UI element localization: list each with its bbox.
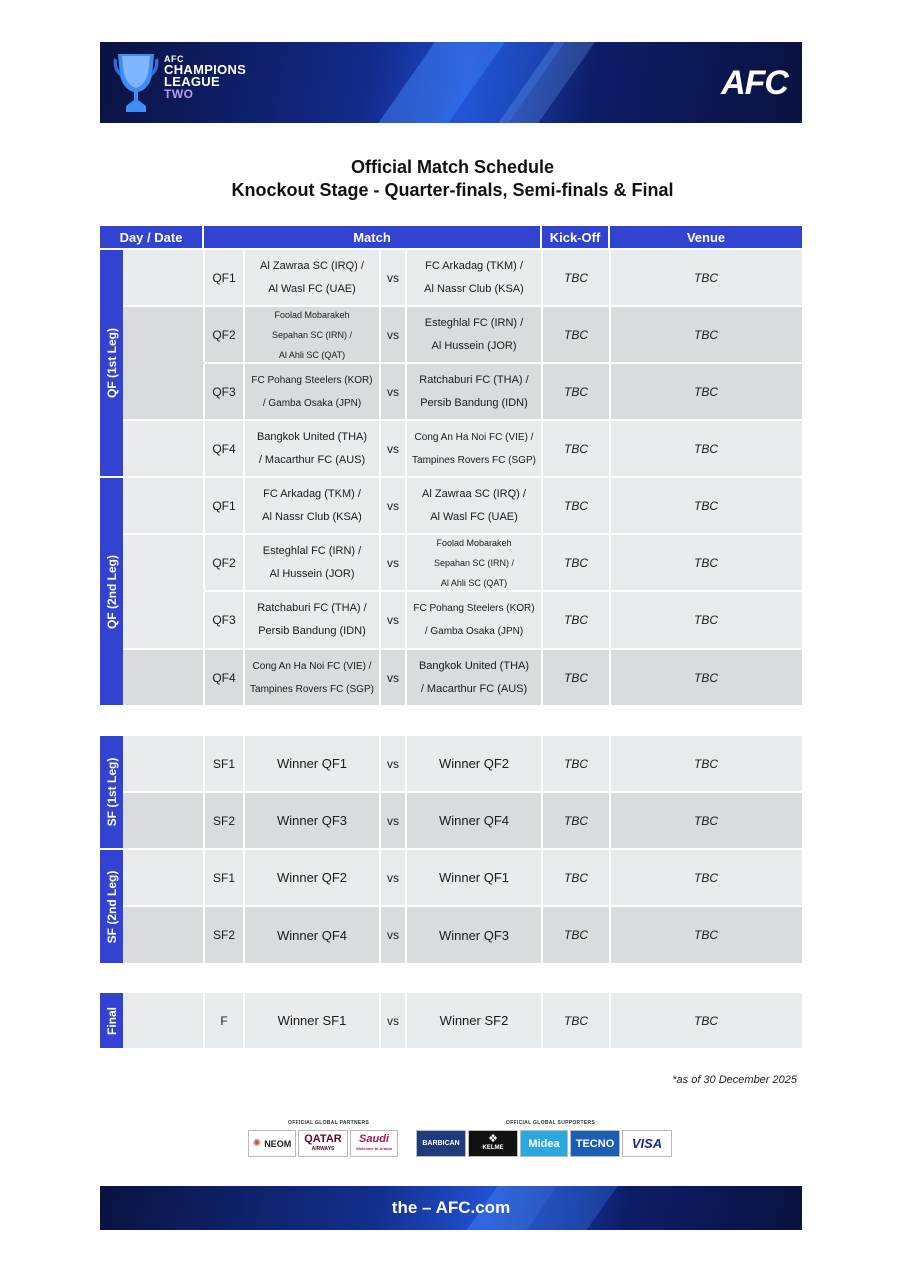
- match-code: SF1: [212, 756, 235, 771]
- vs-label: vs: [387, 813, 399, 828]
- home-team: Winner QF2: [276, 870, 348, 885]
- match-code: QF1: [212, 270, 236, 285]
- match-code: F: [220, 1013, 228, 1028]
- vs-label: vs: [387, 670, 399, 685]
- stage-label-final: Final: [100, 993, 123, 1048]
- home-team: Bangkok United (THA) / Macarthur FC (AUS): [256, 430, 368, 466]
- match-row: [123, 993, 802, 1048]
- vs-label: vs: [387, 498, 399, 513]
- match-code: QF2: [212, 327, 236, 342]
- column-header-kickoff: Kick-Off: [542, 226, 608, 248]
- sponsor-kelme: ❖ KELME: [468, 1130, 518, 1157]
- home-team: Winner SF1: [277, 1013, 347, 1028]
- away-team: Bangkok United (THA) / Macarthur FC (AUS): [418, 659, 530, 695]
- brand-afc: AFC: [164, 54, 184, 64]
- home-team: Ratchaburi FC (THA) / Persib Bandung (IDN): [257, 602, 367, 637]
- kickoff-value: TBC: [564, 870, 588, 885]
- away-team: Winner QF1: [438, 870, 510, 885]
- vs-label: vs: [387, 613, 399, 627]
- sponsor-barbican: BARBICAN: [416, 1130, 466, 1157]
- away-team: Foolad Mobarakeh Sepahan SC (IRN) / Al Ahli SC (QAT): [433, 537, 515, 588]
- venue-value: TBC: [694, 613, 718, 627]
- match-code: QF2: [212, 555, 236, 570]
- away-team: Winner QF4: [438, 813, 510, 828]
- match-row: [123, 535, 802, 590]
- home-team: Al Zawraa SC (IRQ) / Al Wasl FC (UAE): [260, 259, 364, 295]
- home-team: Winner QF3: [276, 813, 348, 828]
- match-code: QF3: [212, 384, 236, 399]
- kelme-paw-icon: ❖: [488, 1132, 498, 1145]
- match-row: [123, 650, 802, 705]
- kickoff-value: TBC: [564, 441, 588, 456]
- venue-value: TBC: [694, 813, 718, 828]
- kickoff-value: TBC: [564, 670, 588, 685]
- kickoff-value: TBC: [564, 555, 588, 570]
- kickoff-value: TBC: [564, 813, 588, 828]
- venue-value: TBC: [694, 327, 718, 342]
- away-team: Winner QF3: [438, 927, 510, 943]
- home-team: Winner QF1: [276, 756, 348, 771]
- match-row: [123, 478, 802, 533]
- match-row: [123, 592, 802, 648]
- stage-label-qf-2nd-leg: QF (2nd Leg): [100, 478, 123, 705]
- brand-line-3: TWO: [164, 87, 194, 101]
- sponsor-visa: VISA: [622, 1130, 672, 1157]
- match-row: [123, 307, 802, 362]
- sponsor-saudi: Saudi Welcome to Arabia: [350, 1130, 398, 1157]
- sponsor-neom: ✺ NEOM: [248, 1130, 296, 1157]
- away-team: FC Pohang Steelers (KOR) / Gamba Osaka (JPN): [413, 603, 535, 637]
- stage-label-qf-1st-leg: QF (1st Leg): [100, 250, 123, 476]
- sponsor-midea: Midea: [520, 1130, 568, 1157]
- sponsor-tecno: TECNO: [570, 1130, 620, 1157]
- column-header-date: Day / Date: [100, 226, 202, 248]
- competition-brand: [164, 54, 246, 100]
- vs-label: vs: [387, 870, 399, 885]
- stage-label-sf-2nd-leg: SF (2nd Leg): [100, 850, 123, 963]
- partners-heading: OFFICIAL GLOBAL PARTNERS: [288, 1120, 370, 1126]
- supporters-heading: OFFICIAL GLOBAL SUPPORTERS: [506, 1120, 596, 1126]
- vs-label: vs: [387, 384, 399, 399]
- column-header-venue: Venue: [610, 226, 802, 248]
- home-team: Foolad Mobarakeh Sepahan SC (IRN) / Al Ahli SC (QAT): [271, 309, 353, 360]
- away-team: Cong An Ha Noi FC (VIE) / Tampines Rovers FC (SGP): [412, 431, 536, 466]
- away-team: Winner QF2: [438, 756, 510, 771]
- match-code: QF4: [212, 670, 236, 685]
- vs-label: vs: [387, 270, 399, 285]
- kickoff-value: TBC: [564, 928, 588, 942]
- match-row: [123, 250, 802, 305]
- match-row: [123, 850, 802, 905]
- kickoff-value: TBC: [564, 384, 588, 399]
- schedule-note: *as of 30 December 2025: [672, 1074, 797, 1086]
- match-code: QF1: [212, 498, 236, 513]
- vs-label: vs: [387, 756, 399, 771]
- kickoff-value: TBC: [564, 613, 588, 627]
- away-team: Esteghlal FC (IRN) / Al Hussein (JOR): [424, 316, 524, 352]
- kickoff-value: TBC: [564, 327, 588, 342]
- trophy-icon: [112, 50, 160, 116]
- page-subtitle: Knockout Stage - Quarter-finals, Semi-finals & Final: [231, 180, 674, 200]
- match-row: [123, 421, 802, 476]
- venue-value: TBC: [694, 756, 718, 771]
- column-header-match: Match: [204, 226, 540, 248]
- away-team: FC Arkadag (TKM) / Al Nassr Club (KSA): [424, 259, 524, 295]
- match-code: QF4: [212, 441, 236, 456]
- home-team: Esteghlal FC (IRN) / Al Hussein (JOR): [262, 544, 362, 580]
- venue-value: TBC: [694, 498, 718, 513]
- venue-value: TBC: [694, 555, 718, 570]
- match-code: SF2: [212, 813, 235, 828]
- kickoff-value: TBC: [564, 498, 588, 513]
- venue-value: TBC: [694, 1013, 718, 1028]
- brand-line-2: LEAGUE: [164, 74, 220, 89]
- venue-value: TBC: [694, 670, 718, 685]
- venue-value: TBC: [694, 441, 718, 456]
- kickoff-value: TBC: [564, 270, 588, 285]
- match-row: [123, 793, 802, 848]
- match-row: [123, 736, 802, 791]
- vs-label: vs: [387, 1013, 399, 1028]
- home-team: FC Pohang Steelers (KOR) / Gamba Osaka (JPN): [251, 374, 373, 409]
- match-code: SF1: [212, 870, 235, 885]
- match-row: [123, 364, 802, 419]
- away-team: Winner SF2: [439, 1013, 509, 1028]
- home-team: Cong An Ha Noi FC (VIE) / Tampines Rovers FC (SGP): [250, 660, 374, 695]
- kickoff-value: TBC: [564, 756, 588, 771]
- venue-value: TBC: [694, 870, 718, 885]
- stage-label-sf-1st-leg: SF (1st Leg): [100, 736, 123, 848]
- sponsor-qatar-airways: QATAR AIRWAYS: [298, 1130, 348, 1157]
- kickoff-value: TBC: [564, 1013, 588, 1028]
- home-team: FC Arkadag (TKM) / Al Nassr Club (KSA): [262, 487, 362, 523]
- away-team: Al Zawraa SC (IRQ) / Al Wasl FC (UAE): [422, 487, 526, 523]
- match-row: [123, 907, 802, 963]
- page-title: Official Match Schedule: [350, 157, 555, 177]
- footer-banner: [100, 1186, 802, 1230]
- footer-link[interactable]: the – AFC.com: [391, 1198, 511, 1217]
- vs-label: vs: [387, 928, 399, 942]
- neom-icon: ✺: [252, 1138, 262, 1149]
- header-banner: [100, 42, 802, 123]
- match-code: QF3: [212, 613, 236, 627]
- vs-label: vs: [387, 555, 399, 570]
- match-code: SF2: [212, 928, 235, 942]
- venue-value: TBC: [694, 270, 718, 285]
- venue-value: TBC: [694, 928, 718, 942]
- away-team: Ratchaburi FC (THA) / Persib Bandung (IDN): [419, 373, 529, 409]
- vs-label: vs: [387, 441, 399, 456]
- vs-label: vs: [387, 327, 399, 342]
- brand-line-1: CHAMPIONS: [164, 62, 247, 77]
- home-team: Winner QF4: [276, 927, 348, 943]
- venue-value: TBC: [694, 384, 718, 399]
- afc-logo: AFC: [721, 64, 788, 102]
